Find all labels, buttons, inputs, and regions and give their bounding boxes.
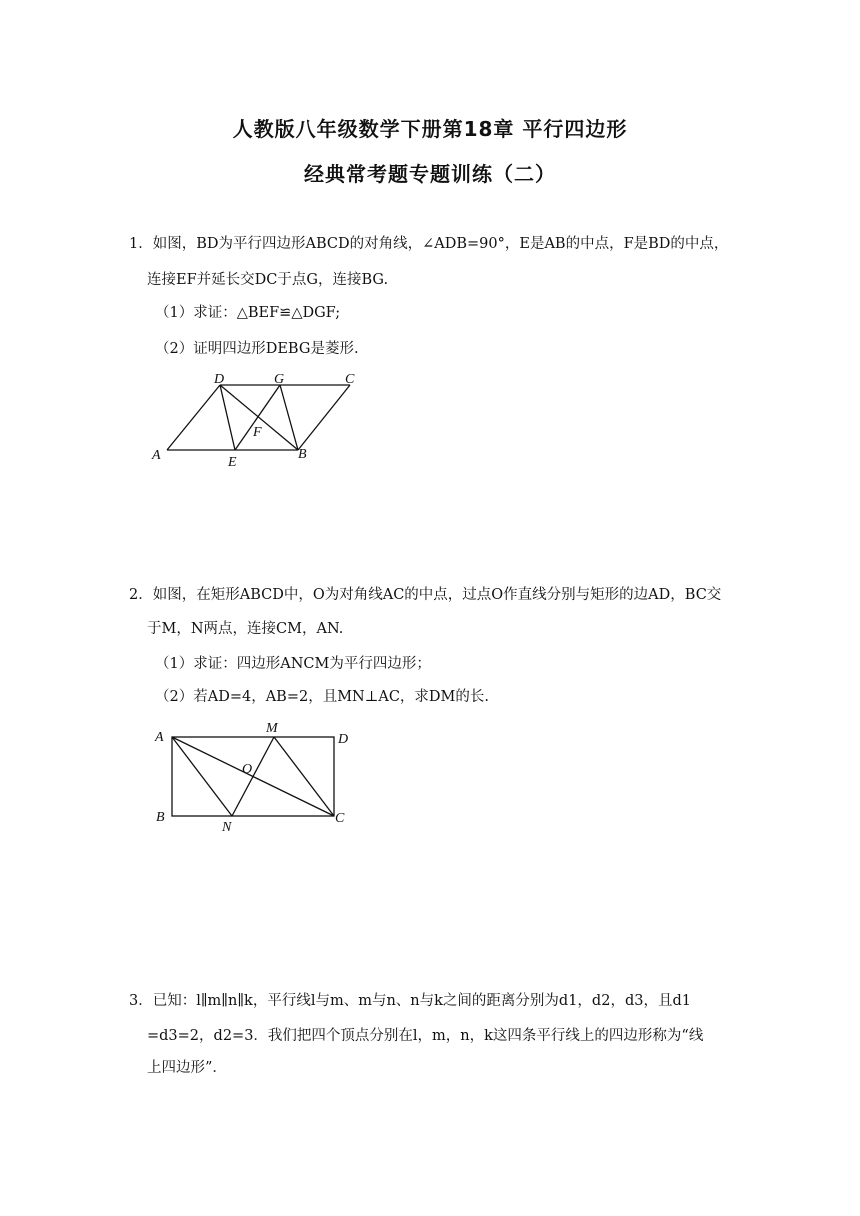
q1-figure <box>150 365 380 475</box>
q2-figure <box>150 720 360 840</box>
label-N: N <box>222 820 232 835</box>
label-B: B <box>156 810 165 825</box>
q2-line-2: 于M，N两点，连接CM，AN. <box>147 621 344 637</box>
q3-line-2: =d3=2，d2=3．我们把四个顶点分别在l，m，n，k这四条平行线上的四边形称为“线 <box>147 1028 704 1044</box>
q3-line-3: 上四边形”． <box>147 1060 227 1076</box>
label-E: E <box>228 455 237 470</box>
q2-part-1: （1）求证：四边形ANCM为平行四边形； <box>155 656 431 672</box>
q1-line-1: 1．如图，BD为平行四边形ABCD的对角线，∠ADB=90°，E是AB的中点，F是BD的中点， <box>129 236 729 252</box>
label-O: O <box>242 762 253 777</box>
label-G: G <box>274 372 285 387</box>
q3-line-1: 3．已知：l∥m∥n∥k，平行线l与m、m与n、n与k之间的距离分别为d1，d2，d3，且d1 <box>129 993 691 1009</box>
q2-line-1: 2．如图，在矩形ABCD中，O为对角线AC的中点，过点O作直线分别与矩形的边AD，BC交 <box>129 587 722 603</box>
label-C: C <box>335 811 345 826</box>
label-B: B <box>298 447 307 462</box>
label-C: C <box>345 372 355 387</box>
label-A: A <box>155 730 164 745</box>
label-D: D <box>214 372 225 387</box>
q1-part-1: （1）求证：△BEF≌△DGF; <box>155 305 341 321</box>
label-A: A <box>152 448 161 463</box>
q1-line-2: 连接EF并延长交DC于点G，连接BG. <box>147 272 389 288</box>
page-title: 人教版八年级数学下册第18章 平行四边形 <box>232 117 628 141</box>
q2-part-2: （2）若AD=4，AB=2，且MN⊥AC，求DM的长. <box>155 689 490 705</box>
q1-part-2: （2）证明四边形DEBG是菱形. <box>155 341 359 357</box>
label-D: D <box>338 732 349 747</box>
label-F: F <box>253 425 262 440</box>
label-M: M <box>266 721 278 736</box>
page-subtitle: 经典常考题专题训练（二） <box>304 162 556 186</box>
